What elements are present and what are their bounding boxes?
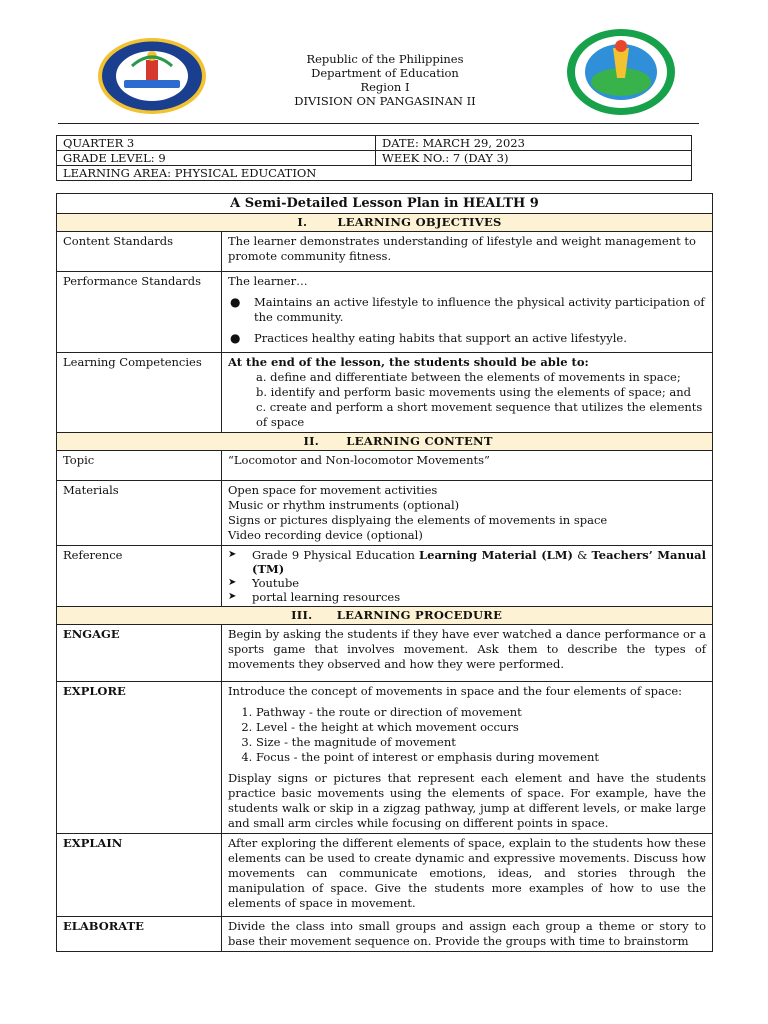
reference-cell bbox=[222, 546, 713, 607]
header-department: Department of Education bbox=[311, 66, 459, 80]
explain-text: After exploring the different elements of space, explain to the students how these elements can be used to create dynamic and expressive movements. Discuss how movements can communicate emotions, ideas, and stories through the manipulation of space. Give the students more examples of how to use the elements of space in movement. bbox=[222, 834, 713, 917]
explore-outro: Display signs or pictures that represent each element and have the students practice basic movements using the elements of space. For example, have the students walk or skip in a zigzag pathway, jump at different levels, or make large and small arm circles while focusing on different points in space. bbox=[228, 771, 706, 830]
competency-b: b. identify and perform basic movements using the elements of space; and bbox=[256, 385, 691, 399]
material-item: Music or rhythm instruments (optional) bbox=[228, 498, 460, 512]
header-division: DIVISION ON PANGASINAN II bbox=[294, 94, 476, 108]
list-item: ● Maintains an active lifestyle to influence the physical activity participation of the community. bbox=[230, 295, 705, 324]
section-learning-procedure bbox=[57, 607, 713, 625]
section-label: LEARNING CONTENT bbox=[346, 434, 493, 448]
header-text-block bbox=[230, 52, 540, 108]
quarter-cell: QUARTER 3 bbox=[57, 136, 376, 151]
section-number: I. bbox=[297, 215, 308, 229]
reference-list bbox=[228, 548, 706, 604]
topic-text: “Locomotor and Non-locomotor Movements” bbox=[222, 451, 713, 481]
content-standards-text: The learner demonstrates understanding of lifestyle and weight management to promote community fitness. bbox=[222, 232, 713, 272]
content-standards-label: Content Standards bbox=[57, 232, 222, 272]
competencies-intro: At the end of the lesson, the students should be able to: bbox=[228, 355, 589, 369]
topic-label: Topic bbox=[57, 451, 222, 481]
week-cell: WEEK NO.: 7 (DAY 3) bbox=[376, 151, 692, 166]
performance-intro: The learner… bbox=[228, 274, 308, 288]
learning-competencies-label: Learning Competencies bbox=[57, 353, 222, 433]
grade-cell: GRADE LEVEL: 9 bbox=[57, 151, 376, 166]
competency-a: a. define and differentiate between the elements of movements in space; bbox=[256, 370, 681, 384]
explore-label: EXPLORE bbox=[57, 682, 222, 834]
explore-cell bbox=[222, 682, 713, 834]
reference-label: Reference bbox=[57, 546, 222, 607]
section-label: LEARNING OBJECTIVES bbox=[337, 215, 502, 229]
school-seal-logo bbox=[566, 28, 676, 116]
section-number: III. bbox=[291, 608, 313, 622]
performance-standards-label: Performance Standards bbox=[57, 272, 222, 353]
list-item: 3. Size - the magnitude of movement bbox=[256, 735, 706, 750]
list-item: ● Practices healthy eating habits that support an active lifestyyle. bbox=[230, 331, 627, 345]
elaborate-text: Divide the class into small groups and assign each group a theme or story to base their movement sequence on. Provide the groups with time to brainstorm bbox=[222, 917, 713, 952]
lesson-plan-table bbox=[56, 193, 713, 952]
arrow-bullet-icon: ➤ bbox=[228, 549, 237, 560]
header-republic: Republic of the Philippines bbox=[306, 52, 464, 66]
list-item: ➤ Youtube bbox=[228, 576, 300, 590]
plan-title: A Semi-Detailed Lesson Plan in HEALTH 9 bbox=[57, 194, 713, 214]
explore-intro: Introduce the concept of movements in space and the four elements of space: bbox=[228, 684, 682, 698]
material-item: Open space for movement activities bbox=[228, 483, 438, 497]
arrow-bullet-icon: ➤ bbox=[228, 591, 237, 602]
header-region: Region I bbox=[360, 80, 410, 94]
engage-label: ENGAGE bbox=[57, 625, 222, 682]
document-header bbox=[0, 0, 768, 122]
learning-area-cell: LEARNING AREA: PHYSICAL EDUCATION bbox=[57, 166, 692, 181]
arrow-bullet-icon: ➤ bbox=[228, 577, 237, 588]
materials-cell bbox=[222, 481, 713, 546]
division-seal-logo bbox=[96, 36, 208, 116]
bullet-icon: ● bbox=[230, 295, 241, 309]
material-item: Video recording device (optional) bbox=[228, 528, 423, 542]
list-item: 4. Focus - the point of interest or emphasis during movement bbox=[256, 750, 706, 765]
learning-competencies-cell bbox=[222, 353, 713, 433]
section-learning-content bbox=[57, 433, 713, 451]
materials-label: Materials bbox=[57, 481, 222, 546]
lesson-info-table bbox=[56, 135, 692, 181]
section-label: LEARNING PROCEDURE bbox=[336, 608, 503, 622]
performance-list bbox=[228, 295, 706, 346]
list-item: 1. Pathway - the route or direction of movement bbox=[256, 705, 706, 720]
bullet-icon: ● bbox=[230, 331, 241, 345]
elaborate-label: ELABORATE bbox=[57, 917, 222, 952]
competency-c: c. create and perform a short movement sequence that utilizes the elements of space bbox=[256, 400, 703, 429]
elements-of-space-list bbox=[228, 705, 706, 765]
list-item: ➤ Grade 9 Physical Education Learning Material (LM) & Teachers’ Manual (TM) bbox=[228, 548, 707, 576]
list-item: ➤ portal learning resources bbox=[228, 590, 401, 604]
performance-standards-cell bbox=[222, 272, 713, 353]
header-rule bbox=[58, 123, 699, 124]
section-learning-objectives bbox=[57, 214, 713, 232]
explain-label: EXPLAIN bbox=[57, 834, 222, 917]
material-item: Signs or pictures displyaing the elements of movements in space bbox=[228, 513, 608, 527]
engage-text: Begin by asking the students if they have ever watched a dance performance or a sports game that involves movement. Ask them to describe the types of movements they observed and how they were performed. bbox=[222, 625, 713, 682]
list-item: 2. Level - the height at which movement occurs bbox=[256, 720, 706, 735]
section-number: II. bbox=[303, 434, 320, 448]
date-cell: DATE: MARCH 29, 2023 bbox=[376, 136, 692, 151]
